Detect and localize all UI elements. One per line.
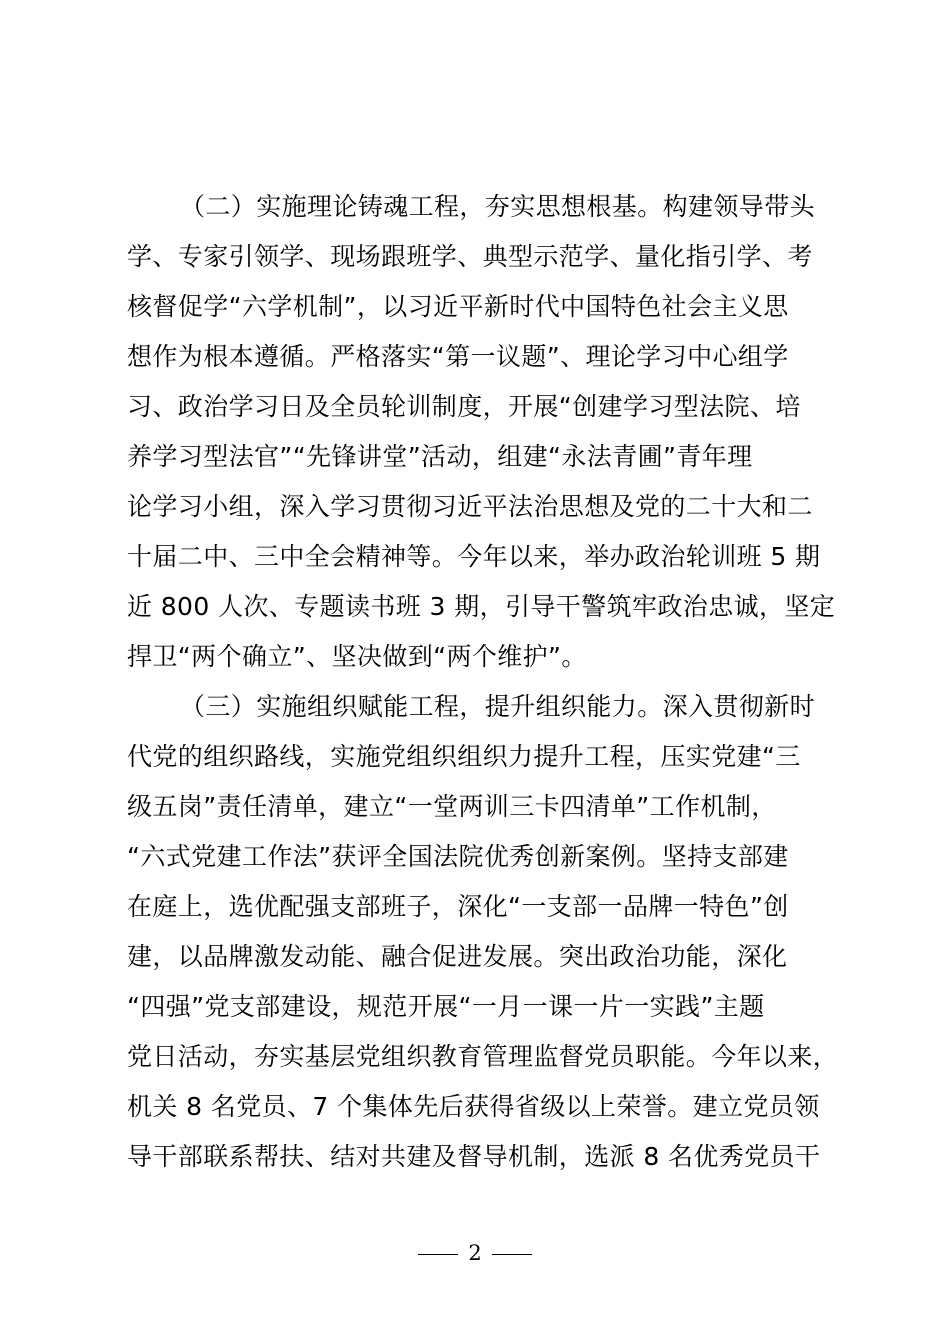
paragraph-line: 想作为根本遵循。严格落实“第一议题”、理论学习中心组学 — [127, 342, 789, 371]
page-footer — [0, 1238, 950, 1268]
paragraph-line: 养学习型法官”“先锋讲堂”活动，组建“永法青圃”青年理 — [127, 442, 753, 471]
paragraph-line: 导干部联系帮扶、结对共建及督导机制，选派 8 名优秀党员干 — [127, 1142, 821, 1171]
paragraph-line: 近 800 人次、专题读书班 3 期，引导干警筑牢政治忠诚，坚定 — [127, 592, 836, 621]
paragraph-line: 机关 8 名党员、7 个集体先后获得省级以上荣誉。建立党员领 — [127, 1092, 820, 1121]
paragraph-line: 习、政治学习日及全员轮训制度，开展“创建学习型法院、培 — [127, 392, 801, 421]
page-number: 2 — [468, 1241, 482, 1265]
document-body — [127, 182, 837, 1182]
paragraph-line: 在庭上，选优配强支部班子，深化“一支部一品牌一特色”创 — [127, 892, 789, 921]
paragraph-line: 学、专家引领学、现场跟班学、典型示范学、量化指引学、考 — [127, 242, 813, 271]
paragraph-line: （二）实施理论铸魂工程，夯实思想根基。构建领导带头 — [180, 192, 816, 221]
paragraph-line: “六式党建工作法”获评全国法院优秀创新案例。坚持支部建 — [127, 842, 789, 871]
paragraph-line: 级五岗”责任清单，建立“一堂两训三卡四清单”工作机制， — [127, 792, 777, 821]
footer-dash-left — [418, 1254, 458, 1255]
paragraph-line: 代党的组织路线，实施党组织组织力提升工程，压实党建“三 — [127, 742, 801, 771]
paragraph-line: 捍卫“两个确立”、坚决做到“两个维护”。 — [127, 642, 587, 671]
paragraph-line: 十届二中、三中全会精神等。今年以来，举办政治轮训班 5 期 — [127, 542, 821, 571]
footer-dash-right — [492, 1254, 532, 1255]
paragraph-line: （三）实施组织赋能工程，提升组织能力。深入贯彻新时 — [180, 692, 816, 721]
paragraph-line: 党日活动，夯实基层党组织教育管理监督党员职能。今年以来， — [127, 1042, 839, 1071]
paragraph-line: 核督促学“六学机制”，以习近平新时代中国特色社会主义思 — [127, 292, 789, 321]
paragraph-line: 论学习小组，深入学习贯彻习近平法治思想及党的二十大和二 — [127, 492, 813, 521]
paragraph-line: 建，以品牌激发动能、融合促进发展。突出政治功能，深化 — [127, 942, 788, 971]
paragraph-line: “四强”党支部建设，规范开展“一月一课一片一实践”主题 — [127, 992, 765, 1021]
